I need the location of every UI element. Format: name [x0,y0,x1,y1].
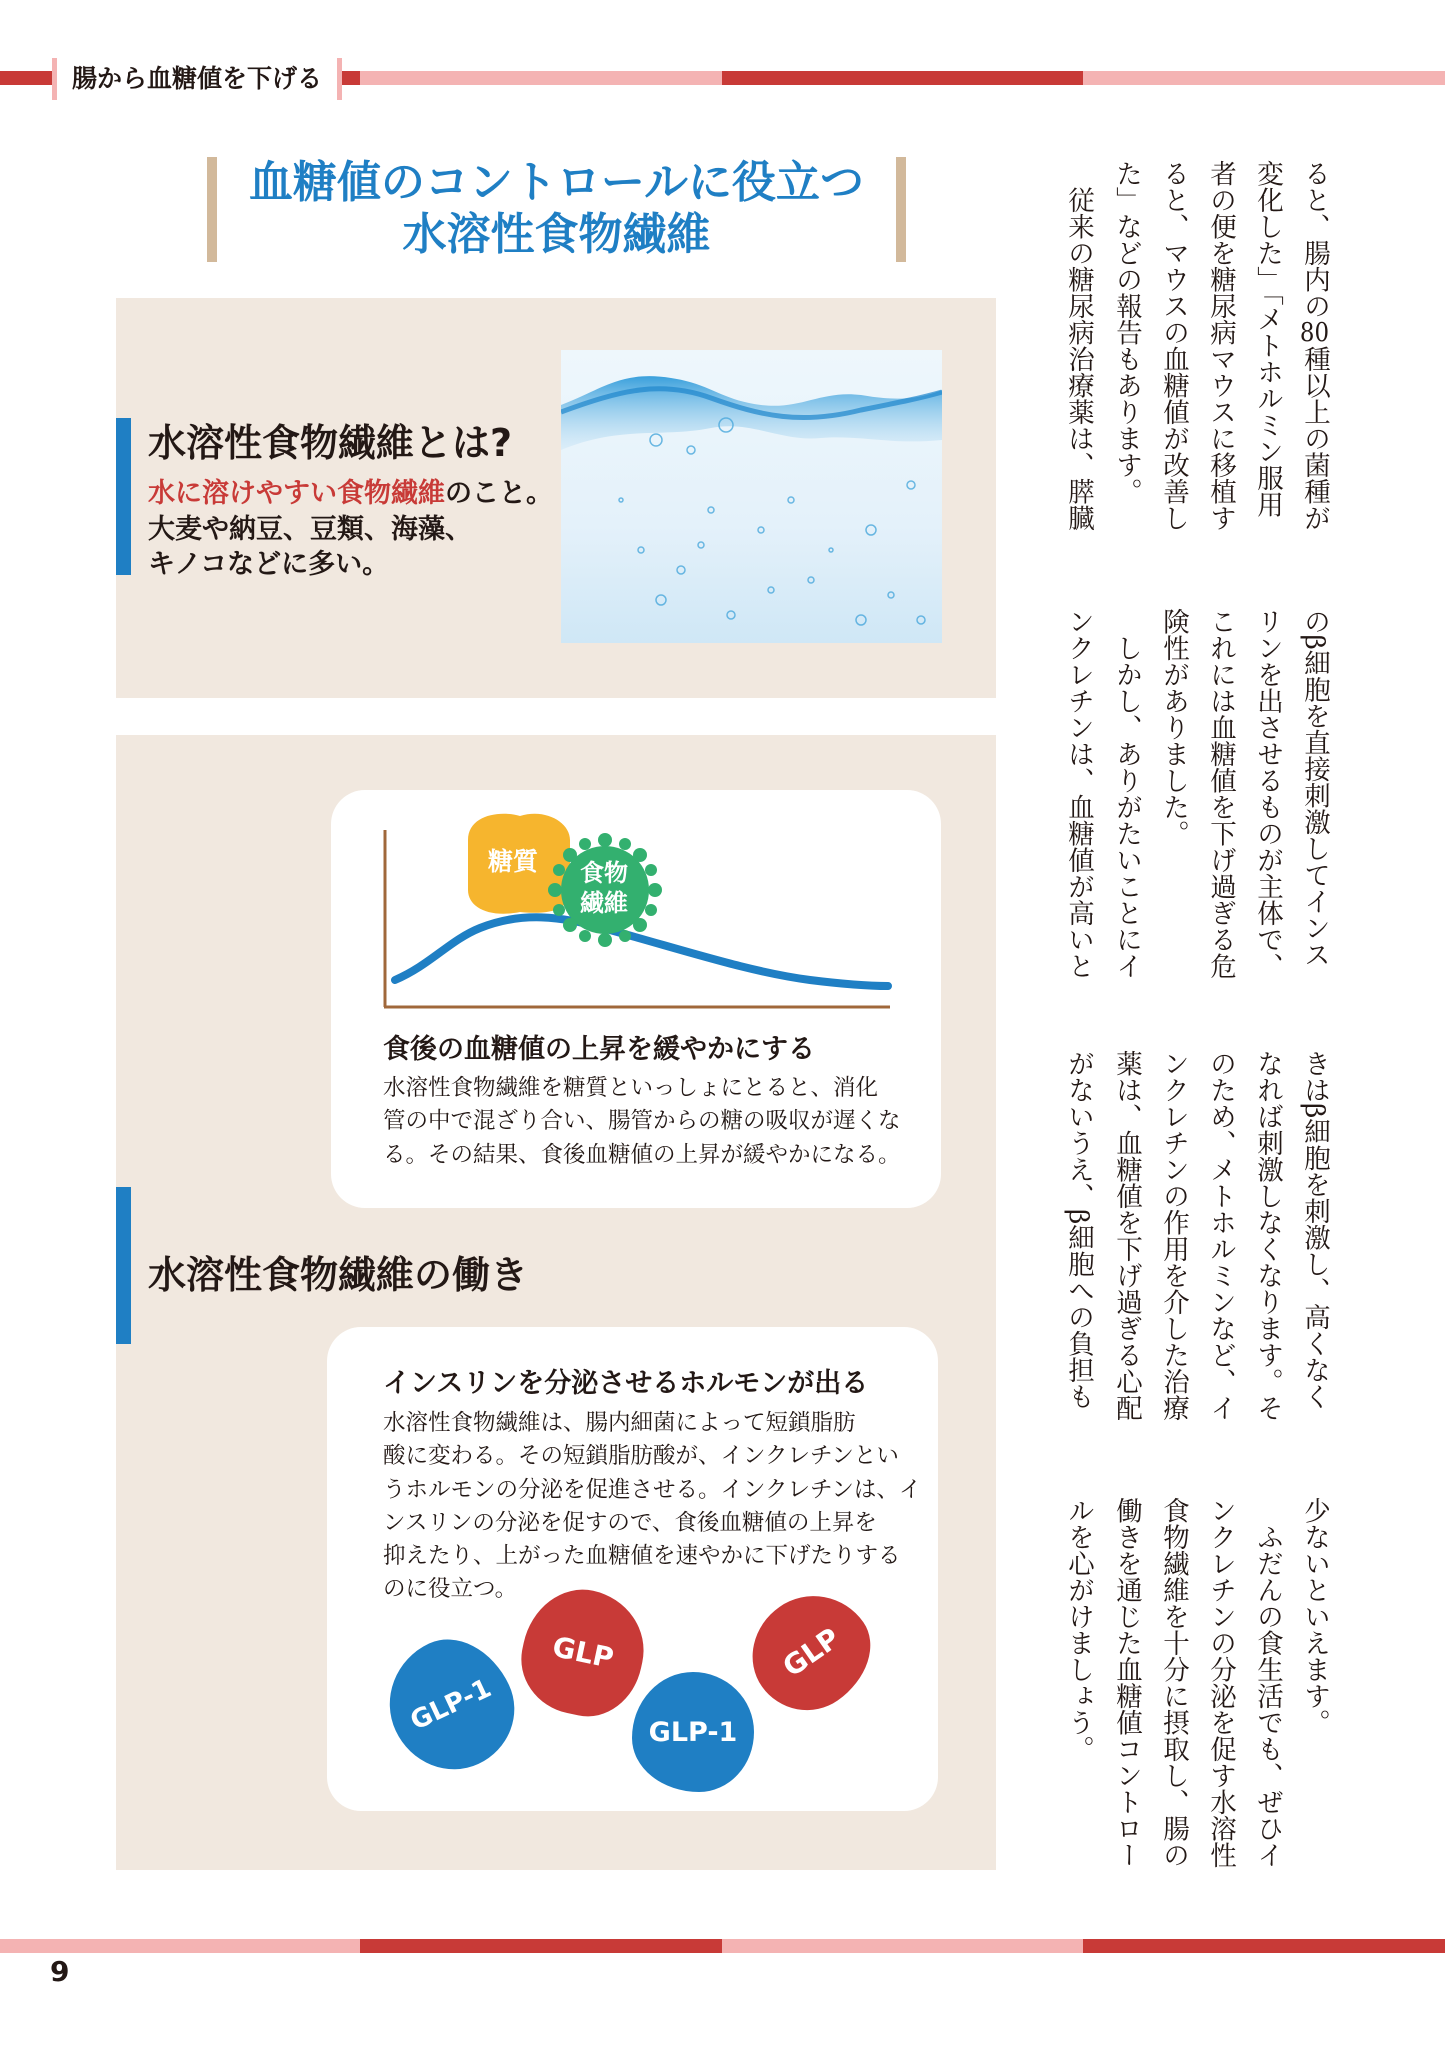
rule-segment [0,71,52,85]
glp-label: GLP [776,1620,846,1684]
title-line-2: 水溶性食物繊維 [402,209,711,260]
hormone-body [383,1407,921,1607]
lead-rest: のこと。 [445,478,553,509]
heading-accent-bar [116,1187,131,1344]
fiber-blob-label-1: 食物 [580,859,628,887]
text-column: 働きを通じた血糖値コントロー [1111,1497,1142,1868]
body-line: 水溶性食物繊維を糖質といっしょにとると、消化 [383,1075,879,1101]
text-column: のβ細胞を直接刺激してインス [1299,608,1330,968]
text-column: なれば刺激しなくなります。そ [1252,1050,1283,1421]
glp1-label: GLP-1 [648,1716,738,1748]
section2-heading: 水溶性食物繊維の働き [148,1253,529,1297]
rule-segment [360,71,722,85]
glp1-label: GLP-1 [405,1673,497,1737]
text-column: リンを出させるものが主体で、 [1252,608,1283,979]
intro-line-2: 大麦や納豆、豆類、海藻、 [148,514,472,545]
water-bubbles-image [561,350,942,643]
section-label: 腸から血糖値を下げる [52,58,342,100]
text-column: 険性がありました。 [1158,608,1189,847]
hormone-heading: インスリンを分泌させるホルモンが出る [383,1368,869,1399]
rule-segment [722,1939,1083,1953]
text-column: ルを心がけましょう。 [1063,1497,1094,1762]
text-column: た」などの報告もあります。 [1111,160,1142,505]
blood-sugar-body [383,1072,901,1172]
body-line: のに役立つ。 [383,1576,518,1603]
text-column: 食物繊維を十分に摂取し、腸の [1158,1497,1189,1868]
text-column: ると、マウスの血糖値が改善し [1158,160,1189,531]
text-column: ふだんの食生活でも、ぜひイ [1252,1497,1283,1868]
text-column: ンクレチンの作用を介した治療 [1158,1050,1189,1421]
rule-segment [342,71,360,85]
text-column: 者の便を糖尿病マウスに移植す [1205,160,1236,531]
glp-label: GLP [549,1629,617,1676]
sugar-blob-label: 糖質 [488,847,539,876]
body-line: 抑えたり、上がった血糖値を速やかに下げたりする [383,1543,901,1570]
body-line: 管の中で混ざり合い、腸管からの糖の吸収が遅くな [383,1108,901,1135]
blood-sugar-illustration [370,800,910,1020]
body-line: る。その結果、食後血糖値の上昇が緩やかになる。 [383,1141,901,1168]
title-line-1: 血糖値のコントロールに役立つ [248,157,865,208]
intro-line-3: キノコなどに多い。 [148,549,390,580]
rule-segment [1083,71,1445,85]
fiber-blob-label-2: 繊維 [580,889,628,917]
rule-segment [1083,1939,1445,1953]
intro-heading: 水溶性食物繊維とは? [148,421,513,465]
lead-highlight: 水に溶けやすい食物繊維 [148,478,445,509]
intro-lead [148,477,553,511]
page-title [207,157,906,262]
body-line: ンスリンの分泌を促すので、食後血糖値の上昇を [383,1509,877,1536]
text-column: これには血糖値を下げ過ぎる危 [1205,608,1236,979]
text-column: しかし、ありがたいことにイ [1111,608,1142,979]
text-column [1299,160,1329,531]
rule-segment [0,1939,360,1953]
text-column: ンクレチンは、血糖値が高いと [1063,608,1094,979]
body-line: うホルモンの分泌を促進させる。インクレチンは、イ [383,1476,922,1503]
text-column: 薬は、血糖値を下げ過ぎる心配 [1111,1050,1142,1421]
page-number: 9 [50,1955,70,1988]
text-column: 変化した」「メトホルミン服用 [1252,160,1283,518]
blood-sugar-heading: 食後の血糖値の上昇を緩やかにする [383,1034,815,1065]
text-run: ると、腸内の [1299,160,1330,319]
text-column: ンクレチンの分泌を促す水溶性 [1205,1497,1236,1868]
heading-accent-bar [116,418,131,575]
text-column: 従来の糖尿病治療薬は、膵臓 [1063,160,1094,531]
rule-segment [360,1939,722,1953]
fiber-blob-label [580,858,628,918]
glp1-blob [632,1672,754,1792]
text-run: 80 [1299,319,1330,346]
text-column: のため、メトホルミンなど、イ [1205,1050,1236,1421]
text-column: きはβ細胞を刺激し、高くなく [1299,1050,1330,1410]
text-column: がないうえ、β細胞への負担も [1063,1050,1094,1410]
body-line: 酸に変わる。その短鎖脂肪酸が、インクレチンとい [383,1443,899,1470]
text-column: 少ないといえます。 [1299,1497,1330,1736]
body-line: 水溶性食物繊維は、腸内細菌によって短鎖脂肪 [383,1410,856,1436]
rule-segment [722,71,1083,85]
text-run: 種以上の菌種が [1299,345,1330,531]
